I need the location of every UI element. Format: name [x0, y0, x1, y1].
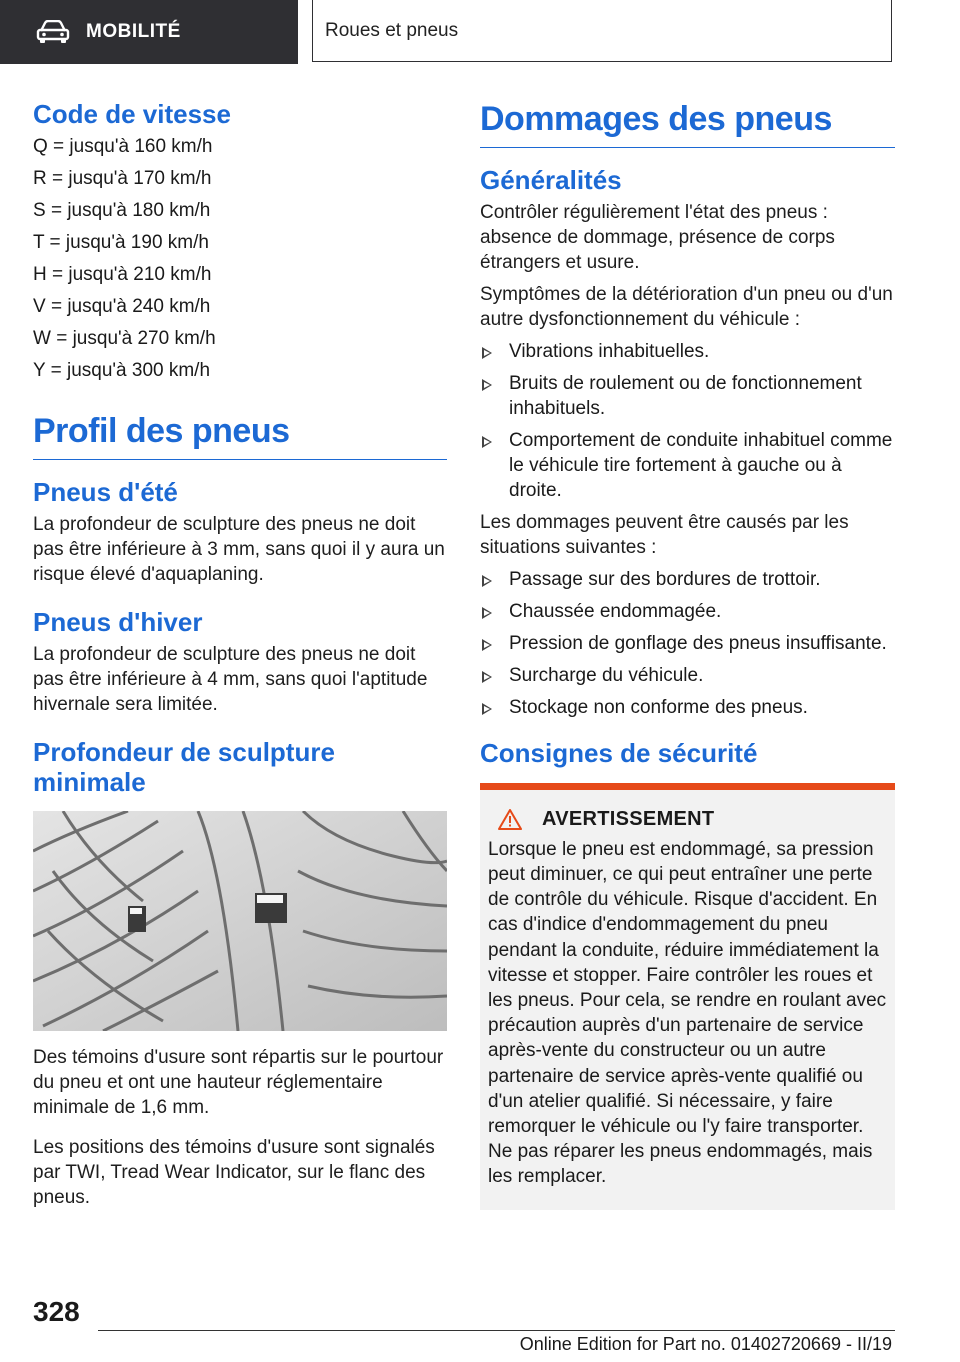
winter-tires-heading: Pneus d'hiver	[33, 606, 203, 637]
symptoms-text: Symptômes de la détérioration d'un pneu ou d'un autre dysfonctionnement du véhicule :	[480, 283, 893, 330]
summer-tires-text: La profondeur de sculpture des pneus ne doit pas être inférieure à 3 mm, sans quoi il y aura un risque élevé d'aquaplaning.	[33, 513, 445, 585]
damage-heading: Dommages des pneus	[480, 100, 895, 148]
wear-indicator-text-2: Les positions des témoins d'usure sont signalés par TWI, Tread Wear Indicator, sur le flanc des pneus.	[33, 1137, 435, 1209]
warning-box	[480, 783, 895, 1210]
list-item: Comportement de conduite inhabituel comme le véhicule tire fortement à gauche ou à droite.	[480, 428, 895, 503]
car-icon	[36, 20, 70, 44]
page-number: 328	[33, 1296, 80, 1327]
list-item: Surcharge du véhicule.	[480, 663, 895, 688]
right-column	[480, 100, 895, 1210]
symptoms-list	[480, 339, 895, 503]
triangle-bullet-icon	[482, 347, 492, 359]
list-item: Pression de gonflage des pneus insuffisante.	[480, 631, 895, 656]
triangle-bullet-icon	[482, 379, 492, 391]
speed-code-line: T = jusqu'à 190 km/h	[33, 231, 209, 253]
edition-text: Online Edition for Part no. 01402720669 - II/19	[519, 1334, 892, 1354]
list-item: Stockage non conforme des pneus.	[480, 695, 895, 720]
speed-code-line: Q = jusqu'à 160 km/h	[33, 135, 213, 157]
footer-divider	[98, 1330, 895, 1331]
header-chapter-box	[312, 0, 892, 62]
warning-triangle-icon	[498, 808, 522, 830]
winter-tires-text: La profondeur de sculpture des pneus ne doit pas être inférieure à 4 mm, sans quoi l'aptitude hivernale sera limitée.	[33, 643, 428, 715]
wear-indicator-text-1: Des témoins d'usure sont répartis sur le pourtour du pneu et ont une hauteur réglementaire minimale de 1,6 mm.	[33, 1047, 444, 1119]
min-depth-heading: Profondeur de sculpture minimale	[33, 736, 335, 797]
triangle-bullet-icon	[482, 671, 492, 683]
left-column	[33, 100, 447, 1217]
chapter-name: Roues et pneus	[325, 19, 459, 41]
causes-text: Les dommages peuvent être causés par les situations suivantes :	[480, 511, 849, 558]
section-name: MOBILITÉ	[86, 21, 181, 42]
list-item: Vibrations inhabituelles.	[480, 339, 895, 364]
speed-code-line: Y = jusqu'à 300 km/h	[33, 359, 211, 381]
speed-code-line: S = jusqu'à 180 km/h	[33, 199, 211, 221]
profile-heading: Profil des pneus	[33, 412, 447, 460]
warning-header	[488, 808, 887, 831]
tire-tread-image	[33, 811, 447, 1031]
list-item: Chaussée endommagée.	[480, 599, 895, 624]
speed-code-line: R = jusqu'à 170 km/h	[33, 167, 212, 189]
causes-list	[480, 567, 895, 720]
general-text: Contrôler régulièrement l'état des pneus : absence de dommage, présence de corps étrangers et usure.	[480, 201, 835, 273]
triangle-bullet-icon	[482, 436, 492, 448]
triangle-bullet-icon	[482, 607, 492, 619]
triangle-bullet-icon	[482, 703, 492, 715]
header-section-tab	[0, 0, 298, 64]
warning-title: AVERTISSEMENT	[542, 807, 715, 830]
list-item: Bruits de roulement ou de fonctionnement inhabituels.	[480, 371, 895, 421]
speed-code-list	[33, 134, 447, 383]
safety-heading: Consignes de sécurité	[480, 737, 758, 768]
triangle-bullet-icon	[482, 575, 492, 587]
triangle-bullet-icon	[482, 639, 492, 651]
summer-tires-heading: Pneus d'été	[33, 476, 178, 507]
warning-text: Lorsque le pneu est endommagé, sa pression peut diminuer, ce qui peut entraîner une perte de contrôle du véhicule. Risque d'accident. En cas d'indice d'endommagement du pneu pendant la conduite, réduire immédiatement la vitesse et stopper. Faire contrôler les roues et les pneus. Pour cela, se rendre en roulant avec précaution auprès d'un partenaire de service après-vente du constructeur ou un autre partenaire de service après-vente qualifié ou d'un atelier qualifié. Si nécessaire, y faire remorquer le véhicule ou l'y faire transporter. Ne pas réparer les pneus endommagés, mais les remplacer.	[488, 838, 887, 1188]
speed-code-line: W = jusqu'à 270 km/h	[33, 327, 216, 349]
speed-code-line: V = jusqu'à 240 km/h	[33, 295, 211, 317]
list-item: Passage sur des bordures de trottoir.	[480, 567, 895, 592]
speed-code-line: H = jusqu'à 210 km/h	[33, 263, 212, 285]
speed-code-heading: Code de vitesse	[33, 99, 231, 129]
general-heading: Généralités	[480, 165, 622, 195]
